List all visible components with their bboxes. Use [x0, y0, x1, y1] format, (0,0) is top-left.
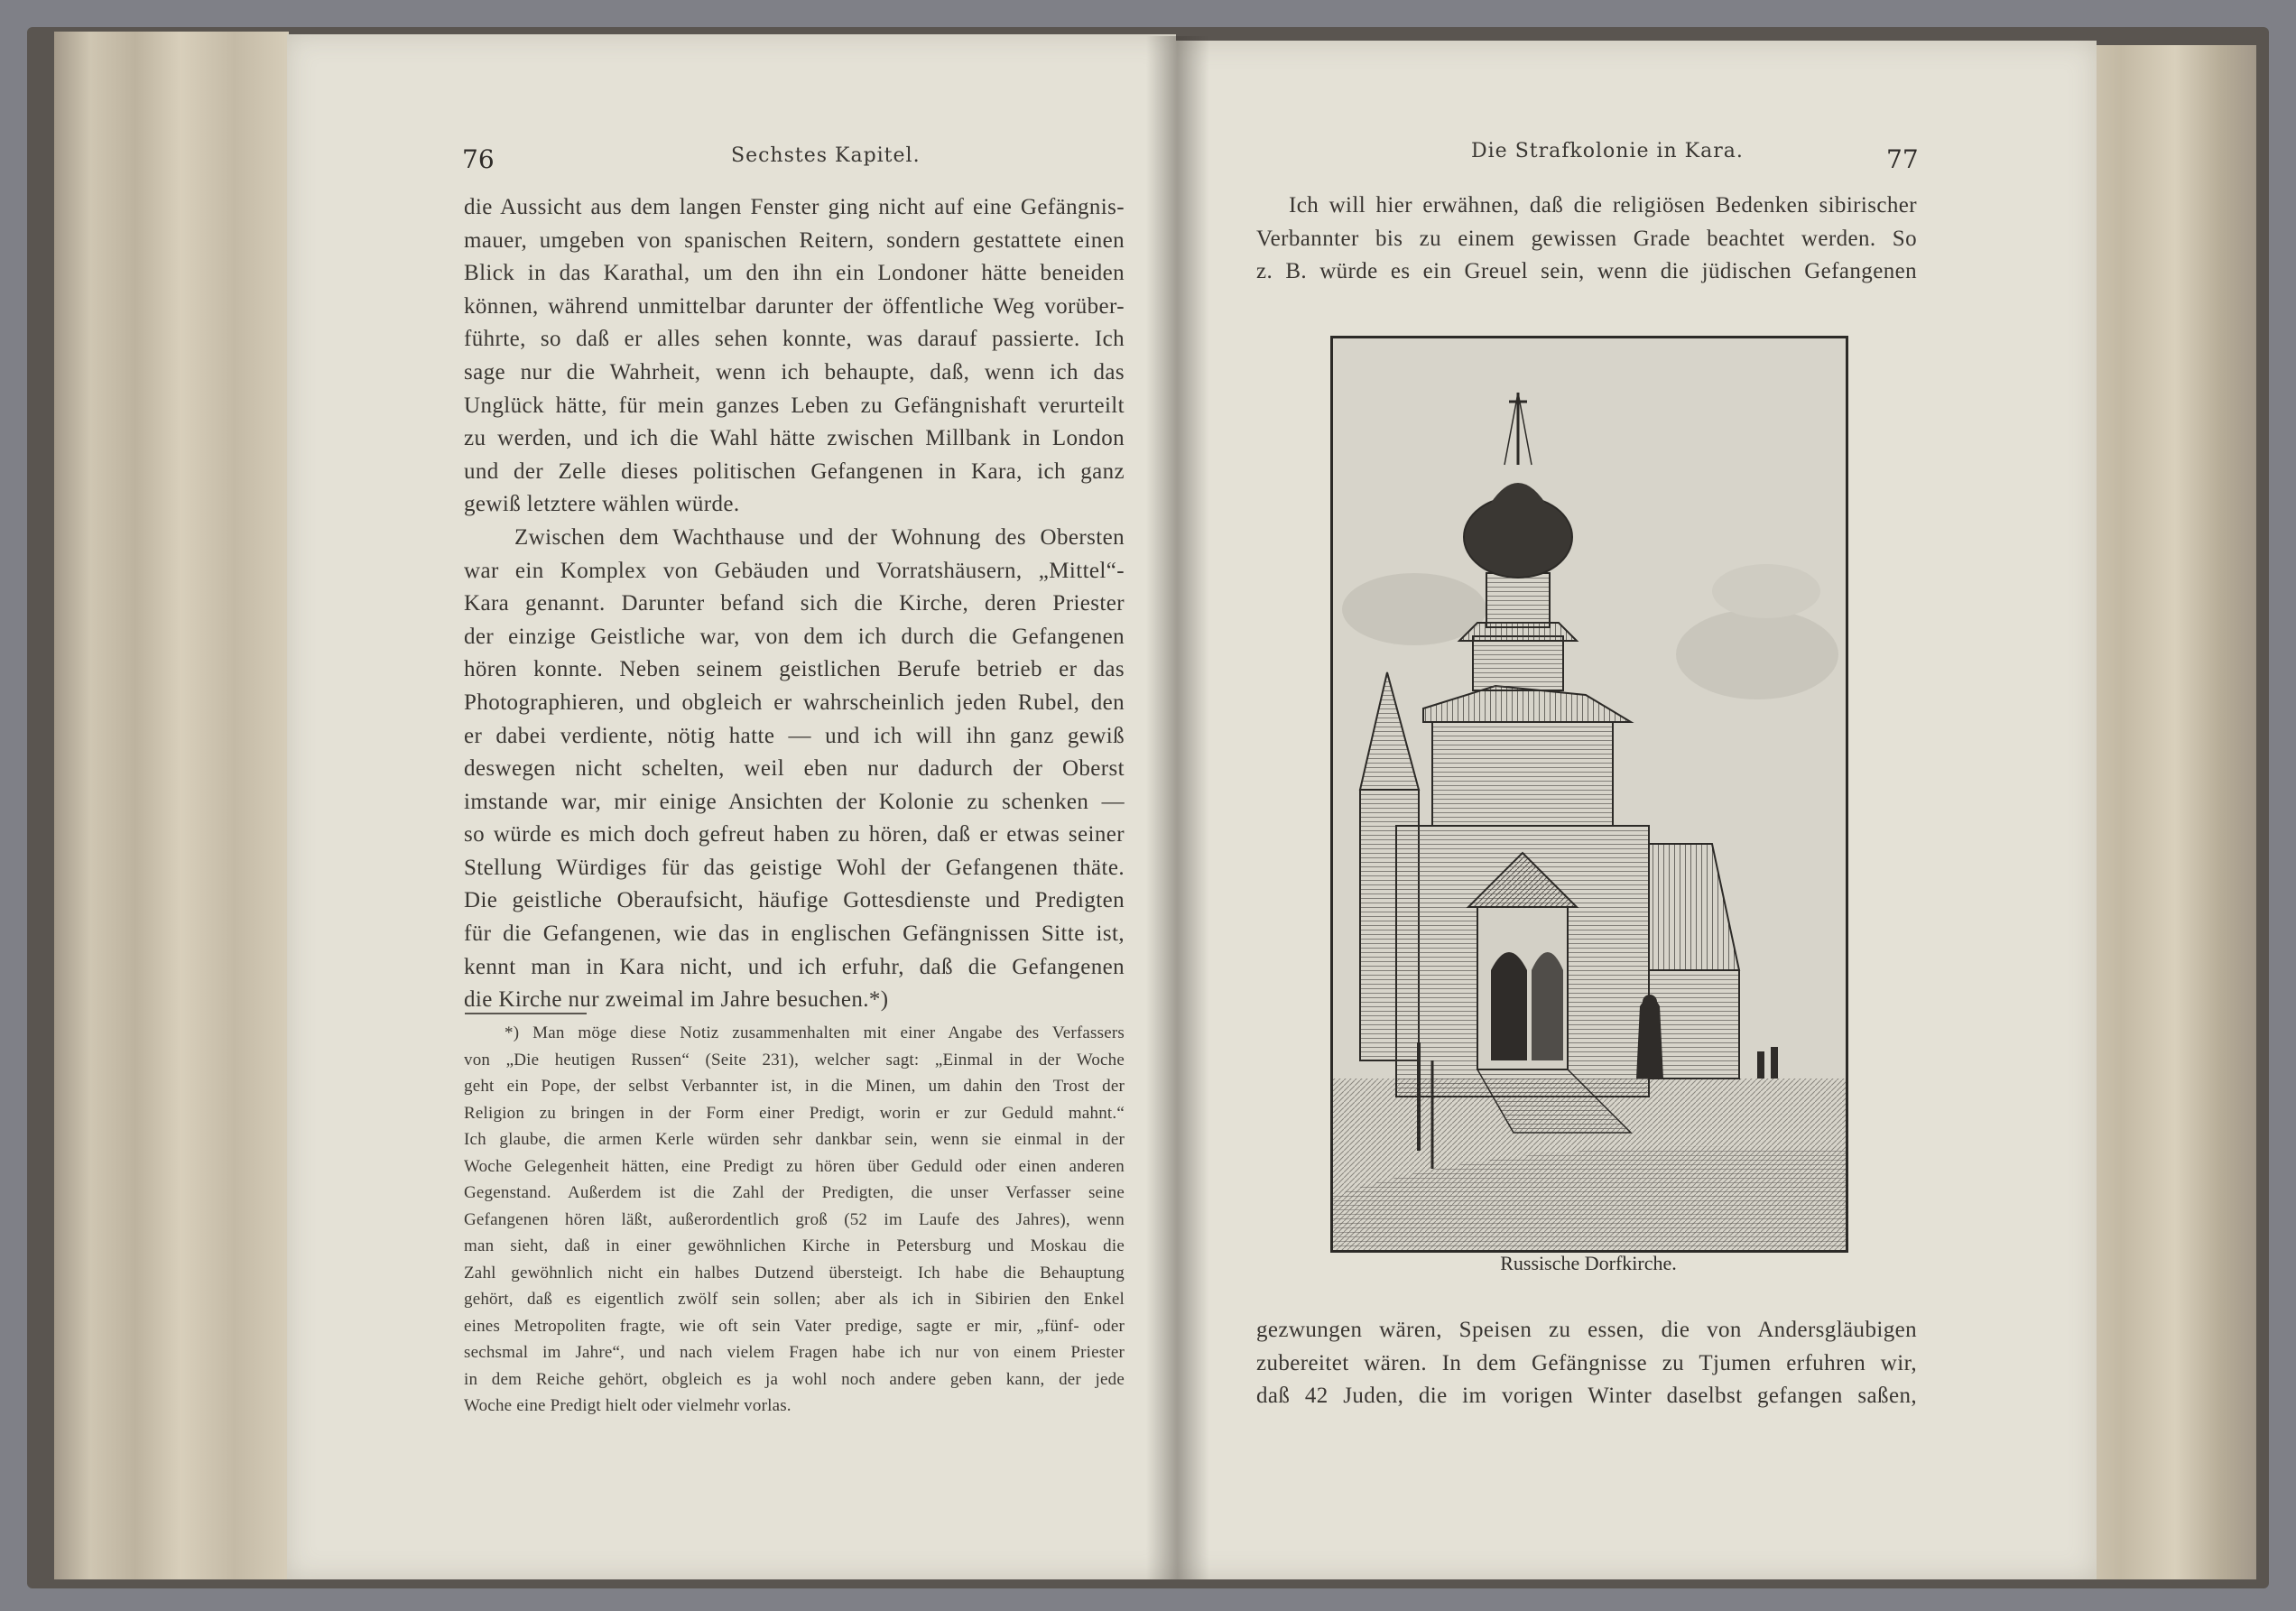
text-line: Blick in das Karathal, um den ihn ein Londoner hätte beneiden	[464, 261, 1125, 286]
text-line: führte, so daß er alles sehen konnte, was darauf passierte. Ich	[464, 327, 1125, 352]
right-bottom-text	[1256, 1314, 1917, 1413]
footnote-line: gehört, daß es eigentlich zwölf sein sollen; aber als ich in Sibirien den Enkel	[464, 1290, 1125, 1309]
footnote-line: Gefangenen hören läßt, außerordentlich groß (52 im Laufe des Jahres), wenn	[464, 1209, 1125, 1229]
text-line: gewiß letztere wählen würde.	[464, 492, 740, 517]
footnote-line: Zahl gewöhnlich nicht ein halbes Dutzend übersteigt. Ich habe die Behauptung	[464, 1263, 1125, 1282]
left-page-number: 76	[462, 144, 495, 174]
text-line: die Aussicht aus dem langen Fenster ging nicht auf eine Gefängnis-	[464, 195, 1125, 219]
text-line: zu werden, und ich die Wahl hätte zwischen Millbank in London	[464, 426, 1125, 451]
right-page-number: 77	[1886, 144, 1919, 174]
left-page-edges	[54, 32, 289, 1579]
text-line: Die geistliche Oberaufsicht, häufige Gottesdienste und Predigten	[464, 888, 1125, 913]
text-line: war ein Komplex von Gebäuden und Vorratshäusern, „Mittel“-	[464, 558, 1125, 583]
text-line: hören konnte. Neben seinem geistlichen Berufe betrieb er das	[464, 657, 1125, 682]
text-line: so würde es mich doch gefreut haben zu hören, daß er etwas seiner	[464, 822, 1125, 847]
footnote-line: Gegenstand. Außerdem ist die Zahl der Predigten, die unser Verfasser seine	[464, 1183, 1125, 1202]
figure-caption: Russische Dorfkirche.	[1500, 1252, 1677, 1274]
text-line: er dabei verdiente, nötig hatte — und ich will ihn ganz gewiß	[464, 723, 1125, 748]
text-line: die Kirche nur zweimal im Jahre besuchen.*)	[464, 987, 889, 1013]
footnote-line: *) Man möge diese Notiz zusammenhalten mit einer Angabe des Verfassers	[505, 1023, 1125, 1042]
text-line: Kara genannt. Darunter befand sich die Kirche, deren Priester	[464, 591, 1125, 616]
text-line: mauer, umgeben von spanischen Reitern, sondern gestattete einen	[464, 227, 1125, 253]
text-line: Stellung Würdiges für das geistige Wohl der Gefangenen thäte.	[464, 855, 1125, 880]
footnote-line: Ich glaube, die armen Kerle würden sehr dankbar sein, wenn sie einmal in der	[464, 1130, 1125, 1149]
left-running-head: Sechstes Kapitel.	[731, 144, 921, 167]
text-line: imstande war, mir einige Ansichten der Kolonie zu schenken —	[464, 789, 1125, 814]
text-line: deswegen nicht schelten, weil eben nur dadurch der Oberst	[464, 756, 1125, 782]
footnote-line: Religion zu bringen in der Form einer Predigt, worin er zur Geduld mahnt.“	[464, 1103, 1125, 1123]
text-line: gezwungen wären, Speisen zu essen, die von Andersgläubigen	[1256, 1318, 1917, 1342]
book-gutter	[1146, 36, 1209, 1579]
text-line: Zwischen dem Wachthause und der Wohnung des Obersten	[514, 524, 1125, 550]
footnote-line: geht ein Pope, der selbst Verbannter ist, in die Minen, um dahin den Trost der	[464, 1077, 1125, 1096]
text-line: Unglück hätte, für mein ganzes Leben zu Gefängnishaft verurteilt	[464, 393, 1125, 418]
footnote-line: in dem Reiche gehört, obgleich es ja wohl noch andere geben kann, der jede	[464, 1369, 1125, 1389]
text-line: daß 42 Juden, die im vorigen Winter daselbst gefangen saßen,	[1256, 1384, 1917, 1409]
right-top-text	[1256, 190, 1917, 289]
text-line: zubereitet wären. In dem Gefängnisse zu Tjumen erfuhren wir,	[1256, 1350, 1917, 1375]
text-line: für die Gefangenen, wie das in englischen Gefängnissen Sitte ist,	[464, 921, 1125, 947]
footnote-line: sechsmal im Jahre“, und nach vielem Fragen habe ich nur von einem Priester	[464, 1343, 1125, 1362]
text-line: und der Zelle dieses politischen Gefangenen in Kara, ich ganz	[464, 458, 1125, 484]
footnote-divider	[465, 1013, 587, 1014]
footnote	[464, 1020, 1125, 1420]
text-line: Photographieren, und obgleich er wahrscheinlich jeden Rubel, den	[464, 690, 1125, 715]
text-line: Ich will hier erwähnen, daß die religiösen Bedenken sibirischer	[1289, 193, 1917, 218]
text-line: der einzige Geistliche war, von dem ich durch die Gefangenen	[464, 624, 1125, 649]
footnote-line: Woche Gelegenheit hätten, eine Predigt zu hören über Geduld oder einen anderen	[464, 1156, 1125, 1176]
text-line: z. B. würde es ein Greuel sein, wenn die jüdischen Gefangenen	[1256, 259, 1917, 284]
footnote-line: man sieht, daß in einer gewöhnlichen Kirche in Petersburg und Moskau die	[464, 1236, 1125, 1255]
footnote-line: eines Metropoliten fragte, wie oft sein Vater predige, sagte er mir, „fünf- oder	[464, 1316, 1125, 1336]
text-line: sage nur die Wahrheit, wenn ich behaupte, daß, wenn ich das	[464, 359, 1125, 384]
left-body-text	[464, 191, 1125, 1017]
text-line: Verbannter bis zu einem gewissen Grade beachtet werden. So	[1256, 226, 1917, 251]
text-line: können, während unmittelbar darunter der öffentliche Weg vorüber-	[464, 293, 1125, 319]
text-line: kennt man in Kara nicht, und ich erfuhr, daß die Gefangenen	[464, 954, 1125, 979]
church-engraving-icon	[1333, 338, 1846, 1250]
church-illustration	[1330, 336, 1848, 1253]
right-running-head: Die Strafkolonie in Kara.	[1471, 140, 1744, 162]
footnote-line: von „Die heutigen Russen“ (Seite 231), welcher sagt: „Einmal in der Woche	[464, 1050, 1125, 1069]
footnote-line: Woche eine Predigt hielt oder vielmehr vorlas.	[464, 1396, 792, 1415]
